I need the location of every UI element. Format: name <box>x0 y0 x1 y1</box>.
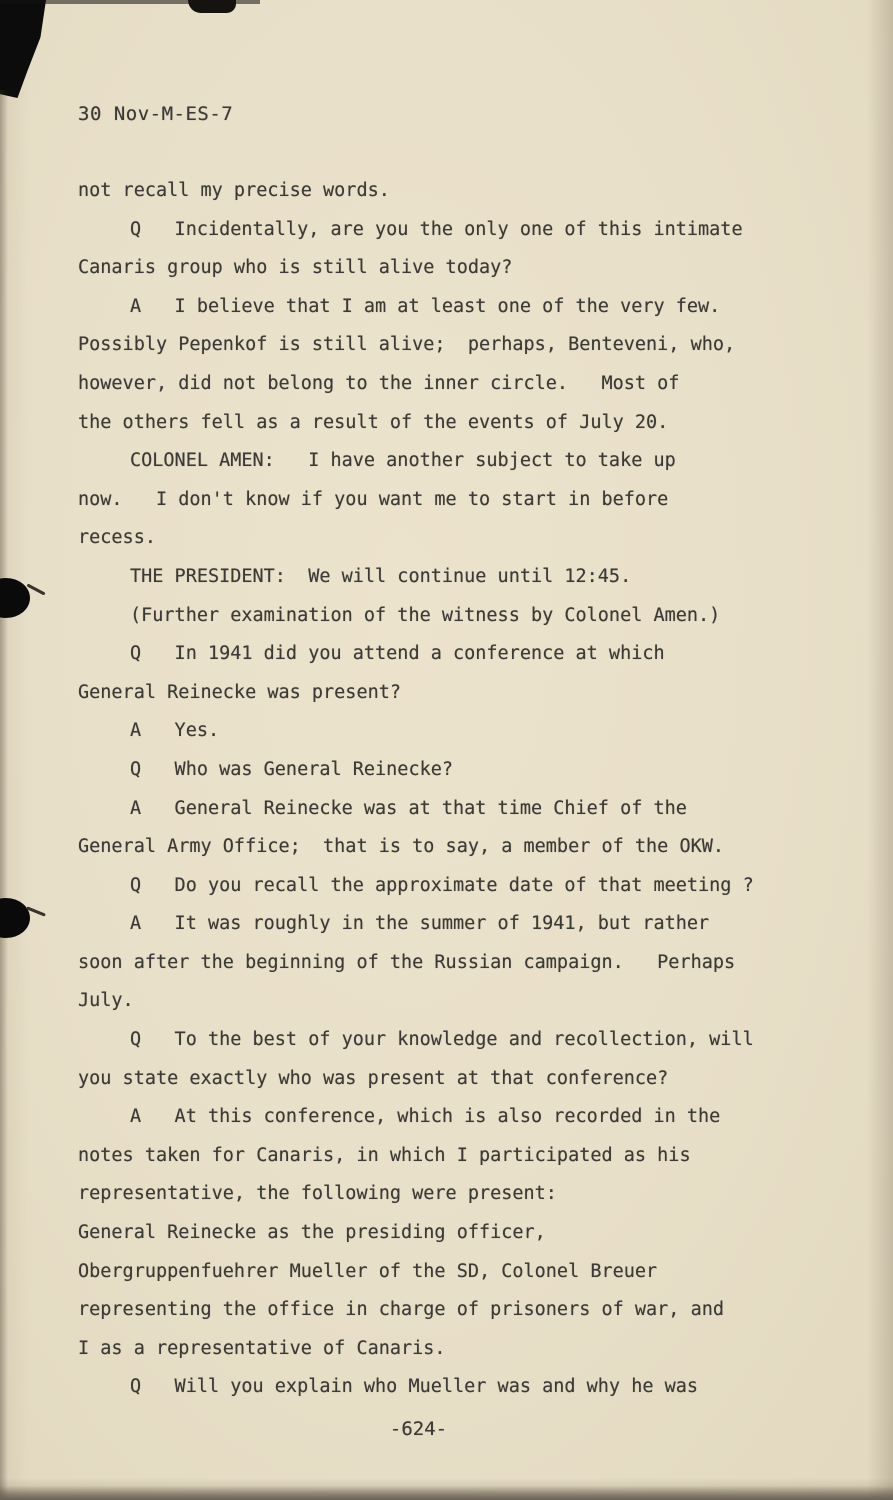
transcript-line: however, did not belong to the inner circle. Most of <box>78 372 680 394</box>
hole-punch-bottom <box>0 898 30 938</box>
transcript-line: the others fell as a result of the events of July 20. <box>78 411 669 433</box>
transcript-line: July. <box>78 990 134 1012</box>
transcript-line: Q Incidentally, are you the only one of this intimate <box>130 218 743 240</box>
transcript-line: Q Will you explain who Mueller was and why he was <box>130 1376 699 1398</box>
transcript-line: Q In 1941 did you attend a conference at which <box>130 643 665 665</box>
transcript-line: Obergruppenfuehrer Mueller of the SD, Colonel Breuer <box>78 1260 658 1282</box>
transcript-line: Q To the best of your knowledge and recollection, will <box>130 1029 754 1051</box>
transcript-line: General Reinecke was present? <box>78 681 402 703</box>
transcript-line: General Army Office; that is to say, a member of the OKW. <box>78 836 725 858</box>
transcript-line: A General Reinecke was at that time Chief of the <box>130 797 687 819</box>
transcript-line: COLONEL AMEN: I have another subject to take up <box>130 450 676 472</box>
transcript-line: THE PRESIDENT: We will continue until 12:45. <box>130 565 632 587</box>
transcript-line: Q Do you recall the approximate date of that meeting ? <box>130 874 754 896</box>
transcript-line: A Yes. <box>130 720 220 742</box>
transcript-line: representative, the following were present: <box>78 1183 557 1205</box>
page-number: -624- <box>389 1418 448 1440</box>
transcript-line: you state exactly who was present at that conference? <box>78 1067 669 1089</box>
transcript-line: now. I don't know if you want me to start in before <box>78 488 669 510</box>
scan-corner-artifact <box>0 0 46 98</box>
hole-punch-top <box>0 578 30 618</box>
transcript-line: Canaris group who is still alive today? <box>78 257 513 279</box>
transcript-line: A I believe that I am at least one of the very few. <box>130 295 721 317</box>
transcript-body <box>78 172 853 1407</box>
transcript-line: A At this conference, which is also recorded in the <box>130 1106 721 1128</box>
document-header: 30 Nov-M-ES-7 <box>78 103 234 125</box>
transcript-line: Possibly Pepenkof is still alive; perhaps, Benteveni, who, <box>78 334 736 356</box>
scan-left-edge-shadow <box>0 90 8 1500</box>
transcript-line: Q Who was General Reinecke? <box>130 758 454 780</box>
transcript-line: I as a representative of Canaris. <box>78 1337 446 1359</box>
transcript-line: General Reinecke as the presiding officer, <box>78 1222 546 1244</box>
transcript-line: A It was roughly in the summer of 1941, but rather <box>130 913 710 935</box>
transcript-line: soon after the beginning of the Russian campaign. Perhaps <box>78 951 736 973</box>
transcript-line: not recall my precise words. <box>78 180 390 201</box>
scan-bottom-edge-artifact <box>0 1486 893 1500</box>
scan-ink-blob-artifact <box>188 0 236 13</box>
transcript-line: (Further examination of the witness by Colonel Amen.) <box>130 604 721 626</box>
transcript-line: recess. <box>78 527 156 549</box>
transcript-line: notes taken for Canaris, in which I participated as his <box>78 1144 691 1166</box>
transcript-line: representing the office in charge of prisoners of war, and <box>78 1299 725 1321</box>
